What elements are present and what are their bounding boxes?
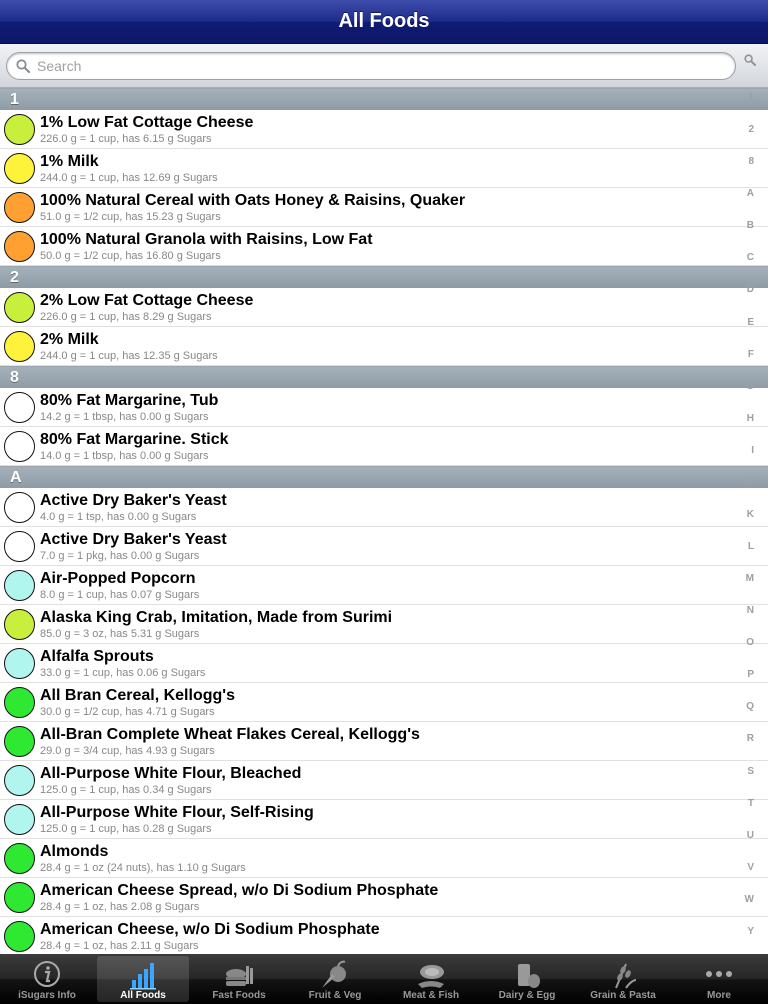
sugar-level-indicator [4, 431, 35, 462]
sugar-level-indicator [4, 726, 35, 757]
food-row[interactable] [0, 188, 768, 227]
food-row[interactable] [0, 388, 768, 427]
section-header: A [0, 466, 768, 488]
food-row[interactable] [0, 839, 768, 878]
food-detail: 30.0 g = 1/2 cup, has 4.71 g Sugars [40, 706, 215, 718]
food-name: 80% Fat Margarine. Stick [40, 431, 229, 448]
food-list[interactable] [0, 88, 768, 954]
food-name: All-Bran Complete Wheat Flakes Cereal, Kellogg's [40, 726, 420, 743]
tab-isugars-info[interactable] [1, 956, 93, 1002]
food-name: 100% Natural Cereal with Oats Honey & Raisins, Quaker [40, 192, 466, 209]
tab-grain-pasta[interactable] [577, 956, 669, 1002]
food-name: American Cheese, w/o Di Sodium Phosphate [40, 921, 380, 938]
index-letter[interactable]: L [747, 541, 754, 553]
food-detail: 4.0 g = 1 tsp, has 0.00 g Sugars [40, 511, 197, 523]
food-name: Alfalfa Sprouts [40, 648, 154, 665]
tab-label: Grain & Pasta [590, 990, 656, 1001]
food-detail: 85.0 g = 3 oz, has 5.31 g Sugars [40, 628, 200, 640]
section-header: 2 [0, 266, 768, 288]
food-detail: 226.0 g = 1 cup, has 6.15 g Sugars [40, 133, 212, 145]
index-letter[interactable]: Q [746, 701, 754, 713]
index-letter[interactable]: S [747, 765, 754, 777]
section-index[interactable] [736, 88, 764, 954]
sugar-level-indicator [4, 531, 35, 562]
sugar-level-indicator [4, 648, 35, 679]
food-name: 1% Low Fat Cottage Cheese [40, 114, 254, 131]
food-detail: 28.4 g = 1 oz (24 nuts), has 1.10 g Sugars [40, 862, 246, 874]
food-row[interactable] [0, 605, 768, 644]
index-letter[interactable]: N [746, 605, 754, 617]
food-row[interactable] [0, 722, 768, 761]
page-title: All Foods [338, 10, 430, 32]
food-name: Alaska King Crab, Imitation, Made from Surimi [40, 609, 393, 626]
food-detail: 28.4 g = 1 oz, has 2.08 g Sugars [40, 901, 200, 913]
info-icon [30, 960, 64, 990]
food-row[interactable] [0, 488, 768, 527]
food-name: 100% Natural Granola with Raisins, Low Fat [40, 231, 373, 248]
food-row[interactable] [0, 644, 768, 683]
search-input[interactable] [37, 56, 727, 76]
index-letter[interactable]: P [747, 669, 754, 681]
food-row[interactable] [0, 149, 768, 188]
food-detail: 33.0 g = 1 cup, has 0.06 g Sugars [40, 667, 206, 679]
tab-all-foods[interactable] [97, 956, 189, 1002]
sugar-level-indicator [4, 843, 35, 874]
food-row[interactable] [0, 427, 768, 466]
food-detail: 125.0 g = 1 cup, has 0.28 g Sugars [40, 823, 212, 835]
food-name: All Bran Cereal, Kellogg's [40, 687, 235, 704]
food-detail: 28.4 g = 1 oz, has 2.11 g Sugars [40, 940, 199, 952]
fast-food-icon [222, 960, 256, 990]
index-letter[interactable]: B [746, 220, 754, 232]
section-header: 1 [0, 88, 768, 110]
index-letter[interactable]: F [747, 348, 754, 360]
food-row[interactable] [0, 683, 768, 722]
food-detail: 226.0 g = 1 cup, has 8.29 g Sugars [40, 311, 212, 323]
grain-pasta-icon [606, 960, 640, 990]
index-letter[interactable]: K [746, 508, 754, 520]
food-name: Active Dry Baker's Yeast [40, 492, 227, 509]
section-header: 8 [0, 366, 768, 388]
food-name: Almonds [40, 843, 109, 860]
sugar-level-indicator [4, 804, 35, 835]
index-letter[interactable]: J [748, 476, 754, 488]
more-icon [702, 960, 736, 990]
food-name: Active Dry Baker's Yeast [40, 531, 227, 548]
food-row[interactable] [0, 797, 768, 839]
sugar-level-indicator [4, 231, 35, 262]
tab-dairy-egg[interactable] [481, 956, 573, 1002]
food-row[interactable] [0, 110, 768, 149]
index-letter[interactable]: A [746, 188, 754, 200]
dairy-egg-icon [510, 960, 544, 990]
food-row[interactable] [0, 227, 768, 266]
food-detail: 29.0 g = 3/4 cup, has 4.93 g Sugars [40, 745, 215, 757]
food-name: 1% Milk [40, 153, 99, 170]
food-name: 80% Fat Margarine, Tub [40, 392, 219, 409]
tab-meat-fish[interactable] [385, 956, 477, 1002]
food-name: 2% Milk [40, 331, 99, 348]
index-letter[interactable]: M [745, 573, 754, 585]
tab-label: Fruit & Veg [308, 990, 362, 1001]
food-detail: 8.0 g = 1 cup, has 0.07 g Sugars [40, 589, 200, 601]
food-name: 2% Low Fat Cottage Cheese [40, 292, 254, 309]
sugar-level-indicator [4, 882, 35, 913]
index-letter[interactable]: R [746, 733, 754, 745]
index-letter[interactable]: T [747, 797, 754, 809]
food-detail: 7.0 g = 1 pkg, has 0.00 g Sugars [40, 550, 200, 562]
index-search-icon[interactable] [744, 54, 756, 66]
sugar-level-indicator [4, 392, 35, 423]
tab-fruit-veg[interactable] [289, 956, 381, 1002]
sugar-level-indicator [4, 492, 35, 523]
index-letter[interactable]: U [746, 829, 754, 841]
meat-fish-icon [414, 960, 448, 990]
index-letter[interactable]: 8 [748, 156, 754, 168]
sugar-level-indicator [4, 921, 35, 952]
sugar-level-indicator [4, 609, 35, 640]
tab-label: All Foods [120, 990, 166, 1001]
sugar-level-indicator [4, 765, 35, 796]
index-letter[interactable]: I [751, 444, 754, 456]
fruit-veg-icon [318, 960, 352, 990]
sugar-level-indicator [4, 331, 35, 362]
food-detail: 50.0 g = 1/2 cup, has 16.80 g Sugars [40, 250, 221, 262]
search-field[interactable] [6, 52, 736, 80]
tab-label: Meat & Fish [402, 990, 460, 1001]
food-row[interactable] [0, 527, 768, 566]
food-detail: 51.0 g = 1/2 cup, has 15.23 g Sugars [40, 211, 221, 223]
sugar-level-indicator [4, 292, 35, 323]
food-detail: 125.0 g = 1 cup, has 0.34 g Sugars [40, 784, 212, 796]
index-letter[interactable]: G [746, 380, 754, 392]
index-letter[interactable]: W [744, 893, 754, 905]
index-letter[interactable]: C [746, 252, 754, 264]
tab-more[interactable] [673, 956, 765, 1002]
tab-bar [0, 954, 768, 1004]
food-row[interactable] [0, 917, 768, 954]
food-detail: 244.0 g = 1 cup, has 12.35 g Sugars [40, 350, 218, 362]
index-letter[interactable]: 2 [748, 124, 754, 136]
food-name: All-Purpose White Flour, Self-Rising [40, 804, 314, 821]
index-letter[interactable]: 1 [748, 92, 754, 103]
index-letter[interactable]: E [747, 316, 754, 328]
sugar-level-indicator [4, 114, 35, 145]
food-name: All-Purpose White Flour, Bleached [40, 765, 302, 782]
tab-label: iSugars Info [18, 990, 76, 1001]
navigation-bar [0, 0, 768, 44]
tab-label: More [707, 990, 731, 1001]
sugar-level-indicator [4, 570, 35, 601]
search-icon [16, 59, 30, 73]
food-detail: 244.0 g = 1 cup, has 12.69 g Sugars [40, 172, 218, 184]
sugar-level-indicator [4, 153, 35, 184]
food-name: American Cheese Spread, w/o Di Sodium Phosphate [40, 882, 439, 899]
index-letter[interactable]: Y [747, 925, 754, 937]
food-detail: 14.0 g = 1 tbsp, has 0.00 g Sugars [40, 450, 209, 462]
sugar-level-indicator [4, 192, 35, 223]
tab-label: Fast Foods [212, 990, 266, 1001]
index-letter[interactable]: H [746, 412, 754, 424]
index-letter[interactable]: V [747, 861, 754, 873]
food-name: Air-Popped Popcorn [40, 570, 196, 587]
food-row[interactable] [0, 327, 768, 366]
sugar-level-indicator [4, 687, 35, 718]
food-row[interactable] [0, 878, 768, 917]
tab-fast-foods[interactable] [193, 956, 285, 1002]
tab-label: Dairy & Egg [498, 990, 556, 1001]
food-row[interactable] [0, 566, 768, 605]
index-letter[interactable]: D [746, 284, 754, 296]
food-row[interactable] [0, 761, 768, 800]
index-letter[interactable]: O [746, 637, 754, 649]
search-bar [0, 44, 768, 88]
bar-chart-icon [126, 960, 160, 990]
food-row[interactable] [0, 288, 768, 327]
food-detail: 14.2 g = 1 tbsp, has 0.00 g Sugars [40, 411, 209, 423]
